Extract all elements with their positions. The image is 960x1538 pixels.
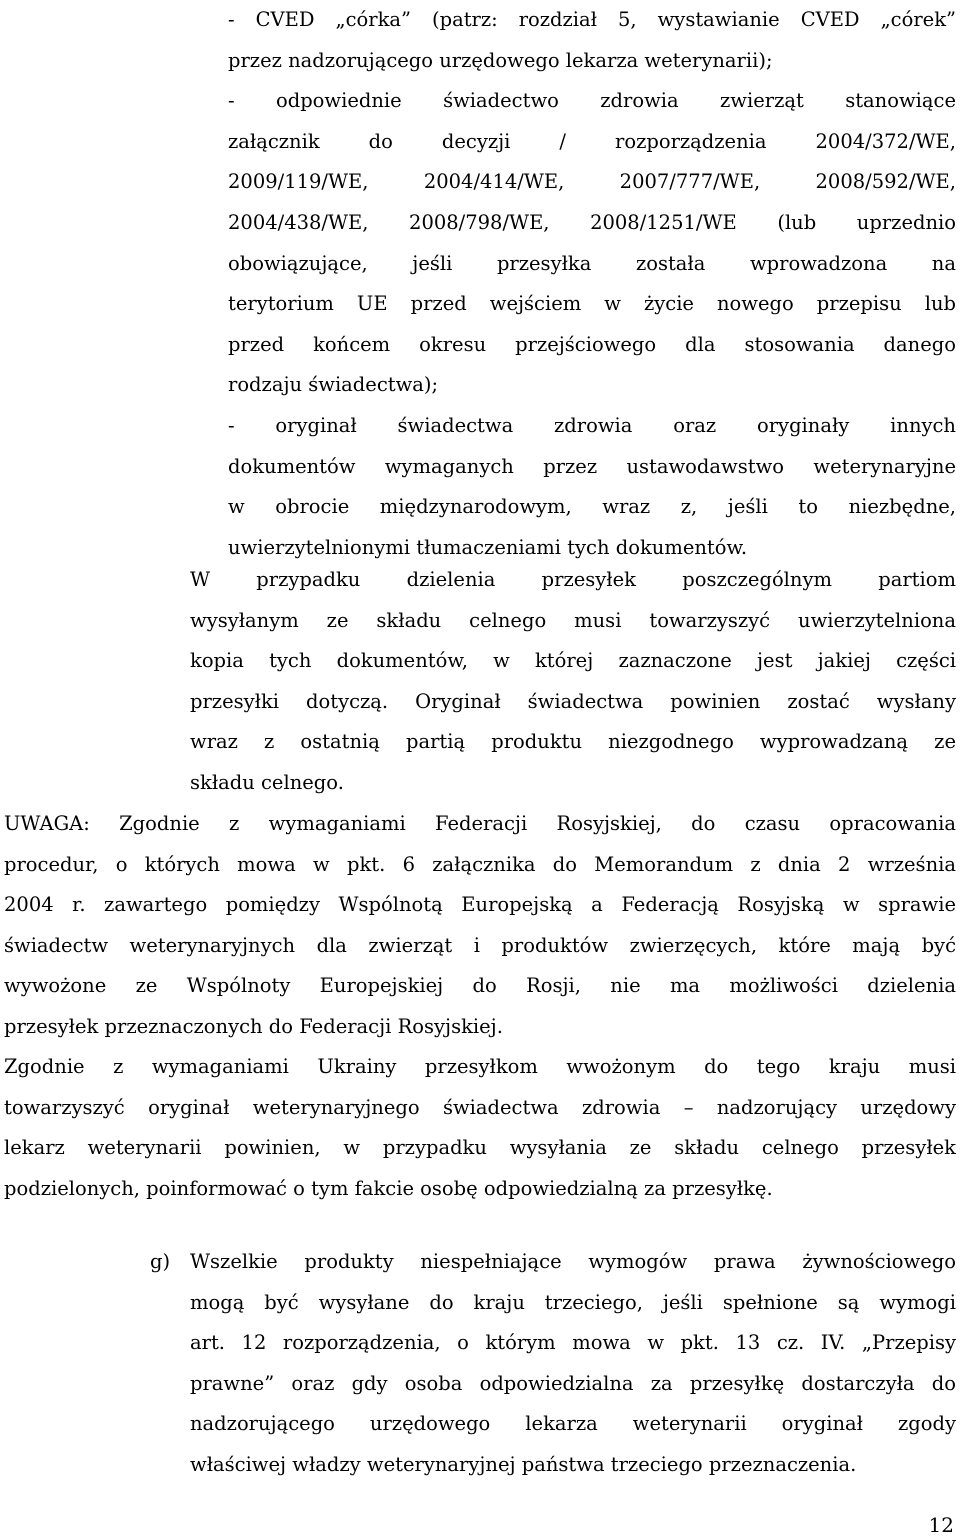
text-line: podzielonych, poinformować o tym fakcie osobę odpowiedzialną za przesyłkę. xyxy=(4,1176,773,1200)
text-line: przed końcem okresu przejściowego dla stosowania danego xyxy=(228,332,956,356)
text-line: przesyłki dotyczą. Oryginał świadectwa powinien zostać wysłany xyxy=(190,689,956,713)
text-line: Zgodnie z wymaganiami Ukrainy przesyłkom wwożonym do tego kraju musi xyxy=(4,1055,956,1078)
text-line: rodzaju świadectwa); xyxy=(228,373,439,397)
text-line: - oryginał świadectwa zdrowia oraz oryginały innych xyxy=(228,413,956,437)
text-line: nadzorującego urzędowego lekarza weterynarii oryginał zgody xyxy=(190,1412,956,1436)
text-line: w obrocie międzynarodowym, wraz z, jeśli to niezbędne, xyxy=(228,495,956,519)
text-line: składu celnego. xyxy=(190,770,344,794)
text-line: prawne” oraz gdy osoba odpowiedzialna za przesyłkę dostarczyła do xyxy=(190,1371,956,1395)
page-number: 12 xyxy=(928,1513,954,1537)
text-line: terytorium UE przed wejściem w życie nowego przepisu lub xyxy=(228,292,956,316)
text-line: mogą być wysyłane do kraju trzeciego, jeśli spełnione są wymogi xyxy=(190,1290,956,1314)
text-line: lekarz weterynarii powinien, w przypadku wysyłania ze składu celnego przesyłek xyxy=(4,1136,956,1160)
text-line: przesyłek przeznaczonych do Federacji Rosyjskiej. xyxy=(4,1014,503,1038)
text-line: świadectw weterynaryjnych dla zwierząt i produktów zwierzęcych, które mają być xyxy=(4,933,956,957)
russia-note-paragraph xyxy=(4,804,956,1048)
text-line: W przypadku dzielenia przesyłek poszczególnym partiom xyxy=(190,568,956,591)
text-line: Wszelkie produkty niespełniające wymogów prawa żywnościowego xyxy=(190,1250,956,1273)
text-line: art. 12 rozporządzenia, o którym mowa w pkt. 13 cz. IV. „Przepisy xyxy=(190,1331,956,1355)
required-documents-list xyxy=(228,0,956,568)
list-marker-g: g) xyxy=(150,1250,171,1273)
text-line: - CVED „córka” (patrz: rozdział 5, wystawianie CVED „córek” xyxy=(228,8,956,31)
text-line: 2004 r. zawartego pomiędzy Wspólnotą Europejską a Federacją Rosyjską w sprawie xyxy=(4,893,956,917)
text-line: uwierzytelnionymi tłumaczeniami tych dokumentów. xyxy=(228,535,748,559)
text-line: UWAGA: Zgodnie z wymaganiami Federacji Rosyjskiej, do czasu opracowania xyxy=(4,812,956,835)
item-g-paragraph xyxy=(190,1242,956,1486)
text-line: załącznik do decyzji / rozporządzenia 2004/372/WE, xyxy=(228,129,956,153)
text-line: kopia tych dokumentów, w której zaznaczone jest jakiej części xyxy=(190,649,956,673)
text-line: procedur, o których mowa w pkt. 6 załącznika do Memorandum z dnia 2 września xyxy=(4,852,956,876)
text-line: 2009/119/WE, 2004/414/WE, 2007/777/WE, 2008/592/WE, xyxy=(228,170,956,194)
partial-shipment-paragraph xyxy=(190,560,956,804)
text-line: wywożone ze Wspólnoty Europejskiej do Rosji, nie ma możliwości dzielenia xyxy=(4,974,956,998)
text-line: wraz z ostatnią partią produktu niezgodnego wyprowadzaną ze xyxy=(190,730,956,754)
text-line: wysyłanym ze składu celnego musi towarzyszyć uwierzytelniona xyxy=(190,608,956,632)
text-line: przez nadzorującego urzędowego lekarza weterynarii); xyxy=(228,48,773,72)
text-line: towarzyszyć oryginał weterynaryjnego świadectwa zdrowia – nadzorujący urzędowy xyxy=(4,1095,956,1119)
text-line: dokumentów wymaganych przez ustawodawstwo weterynaryjne xyxy=(228,454,956,478)
ukraine-paragraph xyxy=(4,1047,956,1209)
text-line: właściwej władzy weterynaryjnej państwa trzeciego przeznaczenia. xyxy=(190,1452,857,1476)
text-line: - odpowiednie świadectwo zdrowia zwierząt stanowiące xyxy=(228,89,956,113)
text-line: 2004/438/WE, 2008/798/WE, 2008/1251/WE (lub uprzednio xyxy=(228,210,956,234)
text-line: obowiązujące, jeśli przesyłka została wprowadzona na xyxy=(228,251,956,275)
